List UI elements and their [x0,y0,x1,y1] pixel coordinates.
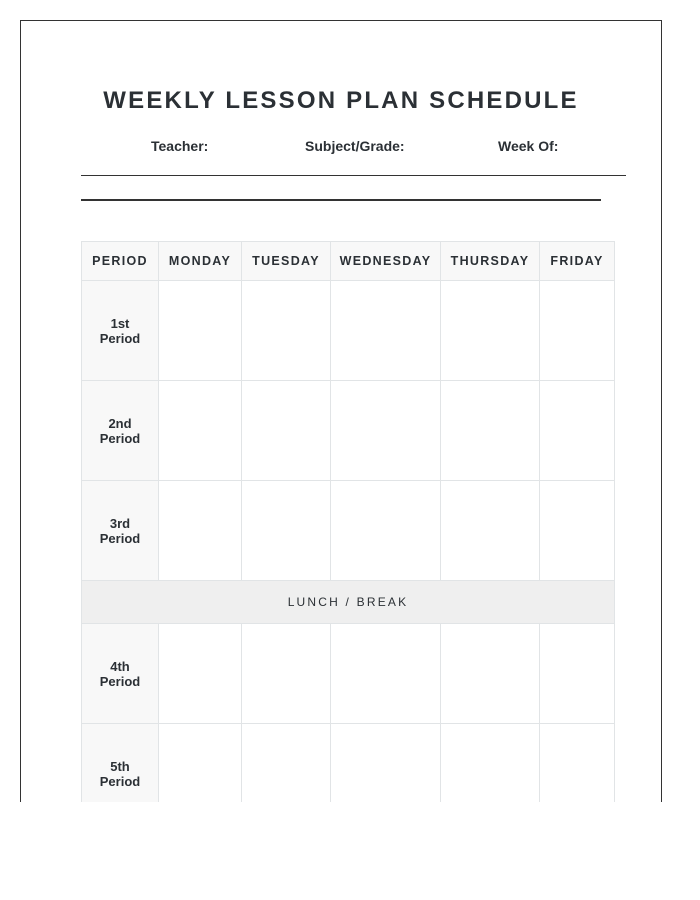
period-number: 2nd [108,415,132,431]
column-header-monday: MONDAY [159,242,242,281]
slot-tuesday[interactable] [242,624,331,724]
slot-tuesday[interactable] [242,724,331,803]
header-fields [21,138,661,158]
slot-wednesday[interactable] [331,281,441,381]
slot-friday[interactable] [540,624,615,724]
slot-friday[interactable] [540,281,615,381]
slot-tuesday[interactable] [242,281,331,381]
slot-wednesday[interactable] [331,624,441,724]
lunch-break-label: LUNCH / BREAK [82,581,615,624]
slot-friday[interactable] [540,381,615,481]
slot-thursday[interactable] [441,724,540,803]
slot-monday[interactable] [159,381,242,481]
period-word: Period [99,673,141,689]
slot-tuesday[interactable] [242,381,331,481]
period-word: Period [99,530,141,546]
period-number: 4th [110,658,130,674]
slot-friday[interactable] [540,724,615,803]
slot-monday[interactable] [159,481,242,581]
slot-monday[interactable] [159,281,242,381]
slot-thursday[interactable] [441,281,540,381]
period-label [82,481,159,581]
page-title: WEEKLY LESSON PLAN SCHEDULE [103,87,579,114]
column-header-thursday: THURSDAY [441,242,540,281]
table-row-period-3 [82,481,615,581]
period-word: Period [99,330,141,346]
slot-wednesday[interactable] [331,481,441,581]
period-number: 1st [110,315,130,331]
column-header-wednesday: WEDNESDAY [331,242,441,281]
period-label [82,381,159,481]
period-number: 5th [110,758,130,774]
slot-thursday[interactable] [441,381,540,481]
table-row-period-2 [82,381,615,481]
table-row-period-5 [82,724,615,803]
table-row-lunch-break [82,581,615,624]
subject-grade-label: Subject/Grade: [305,138,405,154]
period-word: Period [99,773,141,789]
slot-thursday[interactable] [441,624,540,724]
table-row-period-4 [82,624,615,724]
slot-tuesday[interactable] [242,481,331,581]
teacher-label: Teacher: [151,138,209,154]
period-number: 3rd [109,515,131,531]
period-label [82,624,159,724]
schedule-table [81,241,615,802]
lesson-plan-page [20,20,662,802]
period-label [82,724,159,803]
column-header-period: PERIOD [82,242,159,281]
slot-monday[interactable] [159,724,242,803]
fill-in-line-2[interactable] [81,199,601,201]
header-row [82,242,615,281]
slot-monday[interactable] [159,624,242,724]
slot-thursday[interactable] [441,481,540,581]
column-header-tuesday: TUESDAY [242,242,331,281]
table-row-period-1 [82,281,615,381]
fill-in-line-1[interactable] [81,175,626,176]
column-header-friday: FRIDAY [540,242,615,281]
period-word: Period [99,430,141,446]
period-label [82,281,159,381]
slot-wednesday[interactable] [331,724,441,803]
slot-wednesday[interactable] [331,381,441,481]
week-of-label: Week Of: [498,138,559,154]
slot-friday[interactable] [540,481,615,581]
